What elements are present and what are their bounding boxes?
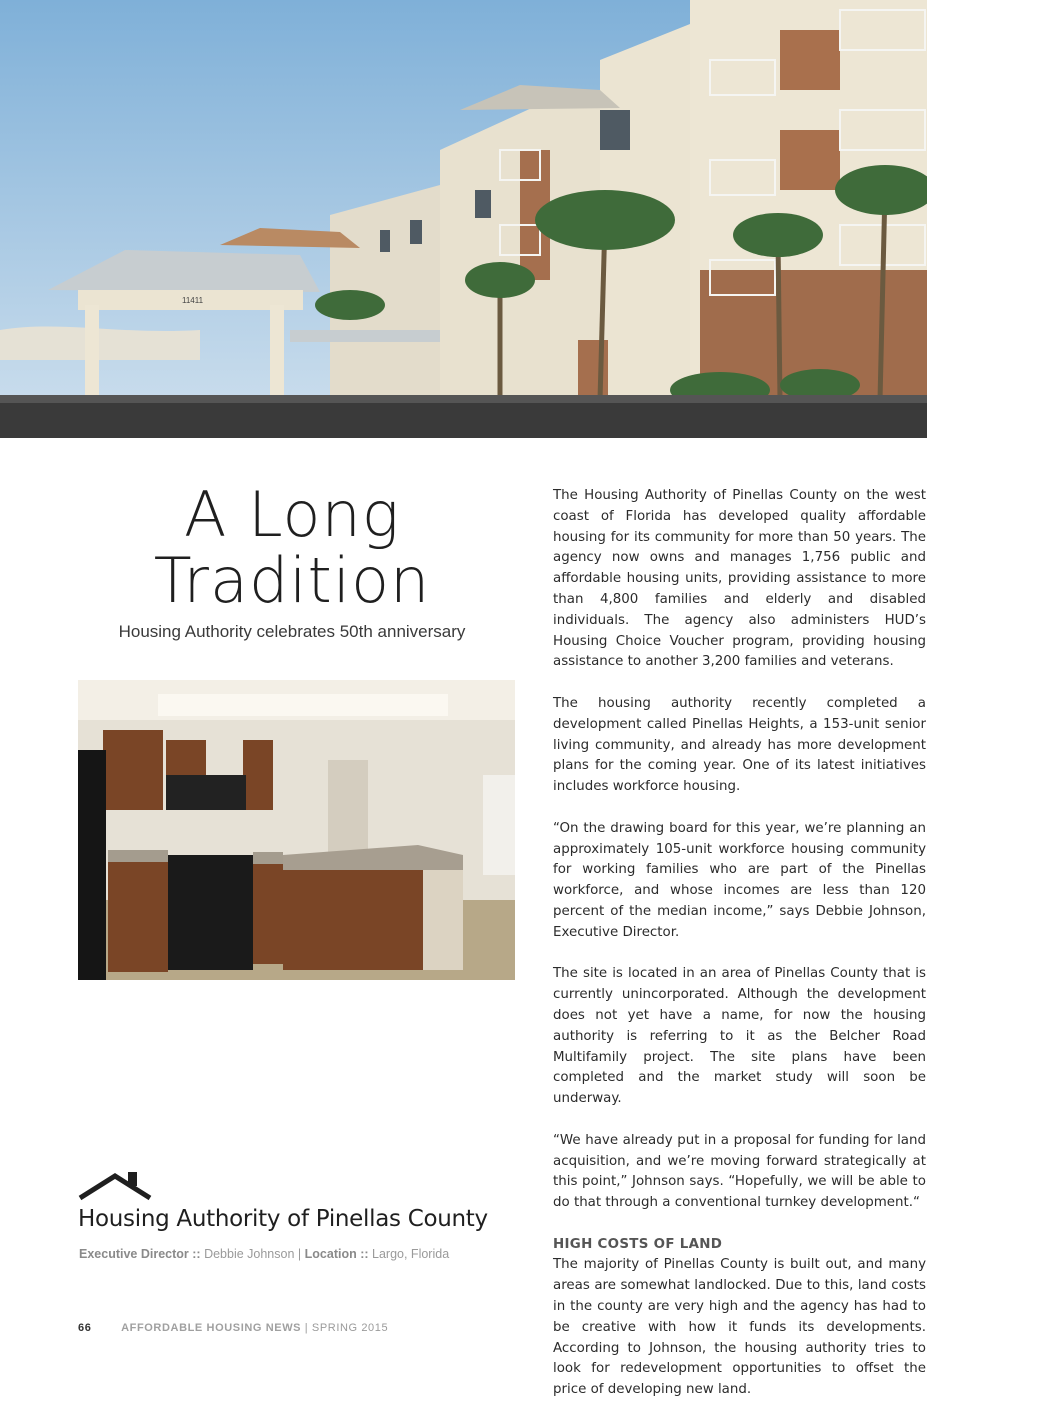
paragraph: The majority of Pinellas County is built out, and many areas are somewhat landlocked. Due to this, land costs in the county are very high and the agency has had to be creative with how it funds its developments. According to Johnson, the housing authority tries to look for redevelopment opportunities to offset the price of developing new land.	[553, 1257, 926, 1398]
building-sign: 11411	[182, 296, 204, 305]
director-name: Debbie Johnson	[204, 1247, 295, 1261]
paragraph: “We have already put in a proposal for funding for land acquisition, and we’re moving forward strategically at this point,” Johnson says. “Hopefully, we will be able to do that through a conventional turnkey development.“	[553, 1132, 926, 1211]
article-subtitle: Housing Authority celebrates 50th anniversary	[118, 622, 466, 641]
page-footer	[78, 1322, 388, 1334]
director-label: Executive Director ::	[79, 1247, 201, 1261]
footer-separator: |	[304, 1322, 309, 1334]
article-body	[553, 486, 926, 1401]
meta-separator: |	[297, 1247, 302, 1261]
paragraph: The Housing Authority of Pinellas County on the west coast of Florida has developed quality affordable housing for its community for more than 50 years. The agency now owns and manages 1,756 public and affordable housing units, providing assistance to more than 4,800 families and elderly and disabled individuals. The agency also administers HUD’s Housing Choice Voucher program, providing housing assistance to another 3,200 families and veterans.	[553, 488, 926, 670]
paragraph: The housing authority recently completed a development called Pinellas Heights, a 153-unit senior living community, and already has more development plans for the coming year. One of its latest initiatives includes workforce housing.	[553, 695, 926, 795]
paragraph: The site is located in an area of Pinellas County that is currently unincorporated. Although the development does not yet have a name, for now the housing authority is referring to it as the Belcher Road Multifamily project. The site plans have been completed and the market study will soon be underway.	[553, 966, 926, 1107]
organization-meta	[79, 1247, 449, 1261]
hero-photo	[0, 0, 927, 438]
house-roof-icon	[78, 1170, 152, 1202]
location-value: Largo, Florida	[372, 1247, 450, 1261]
section-heading: HIGH COSTS OF LAND	[553, 1236, 723, 1252]
article-title: A Long Tradition	[153, 478, 431, 617]
organization-name: Housing Authority of Pinellas County	[78, 1206, 488, 1232]
paragraph: “On the drawing board for this year, we’re planning an approximately 105-unit workforce housing community for working families who are part of the Pinellas workforce, and whose incomes are less than 120 percent of the median income,” says Debbie Johnson, Executive Director.	[553, 820, 926, 940]
magazine-name: AFFORDABLE HOUSING NEWS	[121, 1322, 302, 1334]
page-number: 66	[78, 1322, 92, 1334]
kitchen-photo	[78, 680, 515, 980]
location-label: Location ::	[304, 1247, 369, 1261]
issue-label: SPRING 2015	[311, 1322, 389, 1334]
